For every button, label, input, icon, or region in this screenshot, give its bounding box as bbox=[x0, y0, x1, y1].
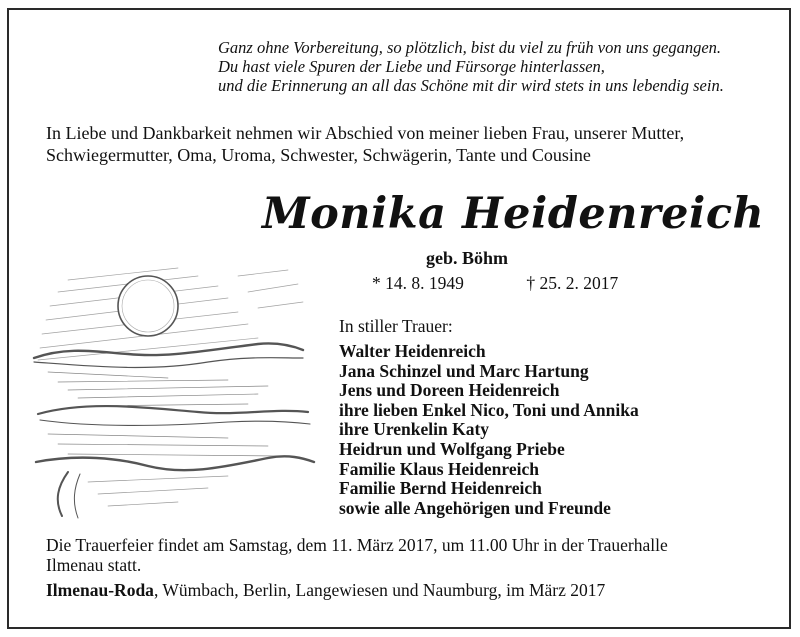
mourner-entry: Heidrun und Wolfgang Priebe bbox=[339, 438, 565, 459]
mourner-entry: Walter Heidenreich bbox=[339, 341, 486, 361]
mourners-list bbox=[339, 342, 759, 518]
birth-date: * 14. 8. 1949 bbox=[372, 273, 464, 293]
life-dates bbox=[372, 273, 618, 294]
mourner-entry: Familie Bernd Heidenreich bbox=[339, 478, 542, 499]
mourner-entry: Jens und Doreen Heidenreich bbox=[339, 380, 560, 401]
mourner-entry: ihre Urenkelin Katy bbox=[339, 419, 490, 440]
intro-line: Schwiegermutter, Oma, Uroma, Schwester, Schwägerin, Tante und Cousine bbox=[46, 145, 591, 165]
mourner-entry: sowie alle Angehörigen und Freunde bbox=[339, 497, 611, 518]
maiden-name: geb. Böhm bbox=[426, 248, 509, 268]
mourner-entry: Familie Klaus Heidenreich bbox=[339, 458, 539, 479]
mourners-heading: In stiller Trauer: bbox=[339, 316, 453, 336]
sea-sunset-sketch bbox=[28, 262, 318, 522]
footer-place-bold: Ilmenau-Roda bbox=[46, 580, 154, 600]
deceased-name: Monika Heidenreich bbox=[262, 189, 765, 239]
death-date: † 25. 2. 2017 bbox=[526, 273, 619, 293]
poem-line: Du hast viele Spuren der Liebe und Fürsorge hinterlassen, bbox=[218, 57, 605, 76]
intro-text bbox=[46, 122, 766, 166]
service-line: Ilmenau statt. bbox=[46, 555, 142, 575]
poem bbox=[218, 38, 778, 95]
poem-line: Ganz ohne Vorbereitung, so plötzlich, bist du viel zu früh von uns gegangen. bbox=[218, 38, 722, 57]
poem-line: und die Erinnerung an all das Schöne mit dir wird stets in uns lebendig sein. bbox=[218, 76, 724, 95]
footer-places bbox=[46, 580, 605, 601]
service-line: Die Trauerfeier findet am Samstag, dem 11. März 2017, um 11.00 Uhr in der Trauerhalle bbox=[46, 535, 668, 555]
mourner-entry: Jana Schinzel und Marc Hartung bbox=[339, 360, 589, 381]
intro-line: In Liebe und Dankbarkeit nehmen wir Abschied von meiner lieben Frau, unserer Mutter, bbox=[46, 123, 685, 143]
footer-rest: , Wümbach, Berlin, Langewiesen und Naumburg, im März 2017 bbox=[153, 580, 606, 600]
mourner-entry: ihre lieben Enkel Nico, Toni und Annika bbox=[339, 399, 639, 420]
service-info bbox=[46, 535, 776, 575]
